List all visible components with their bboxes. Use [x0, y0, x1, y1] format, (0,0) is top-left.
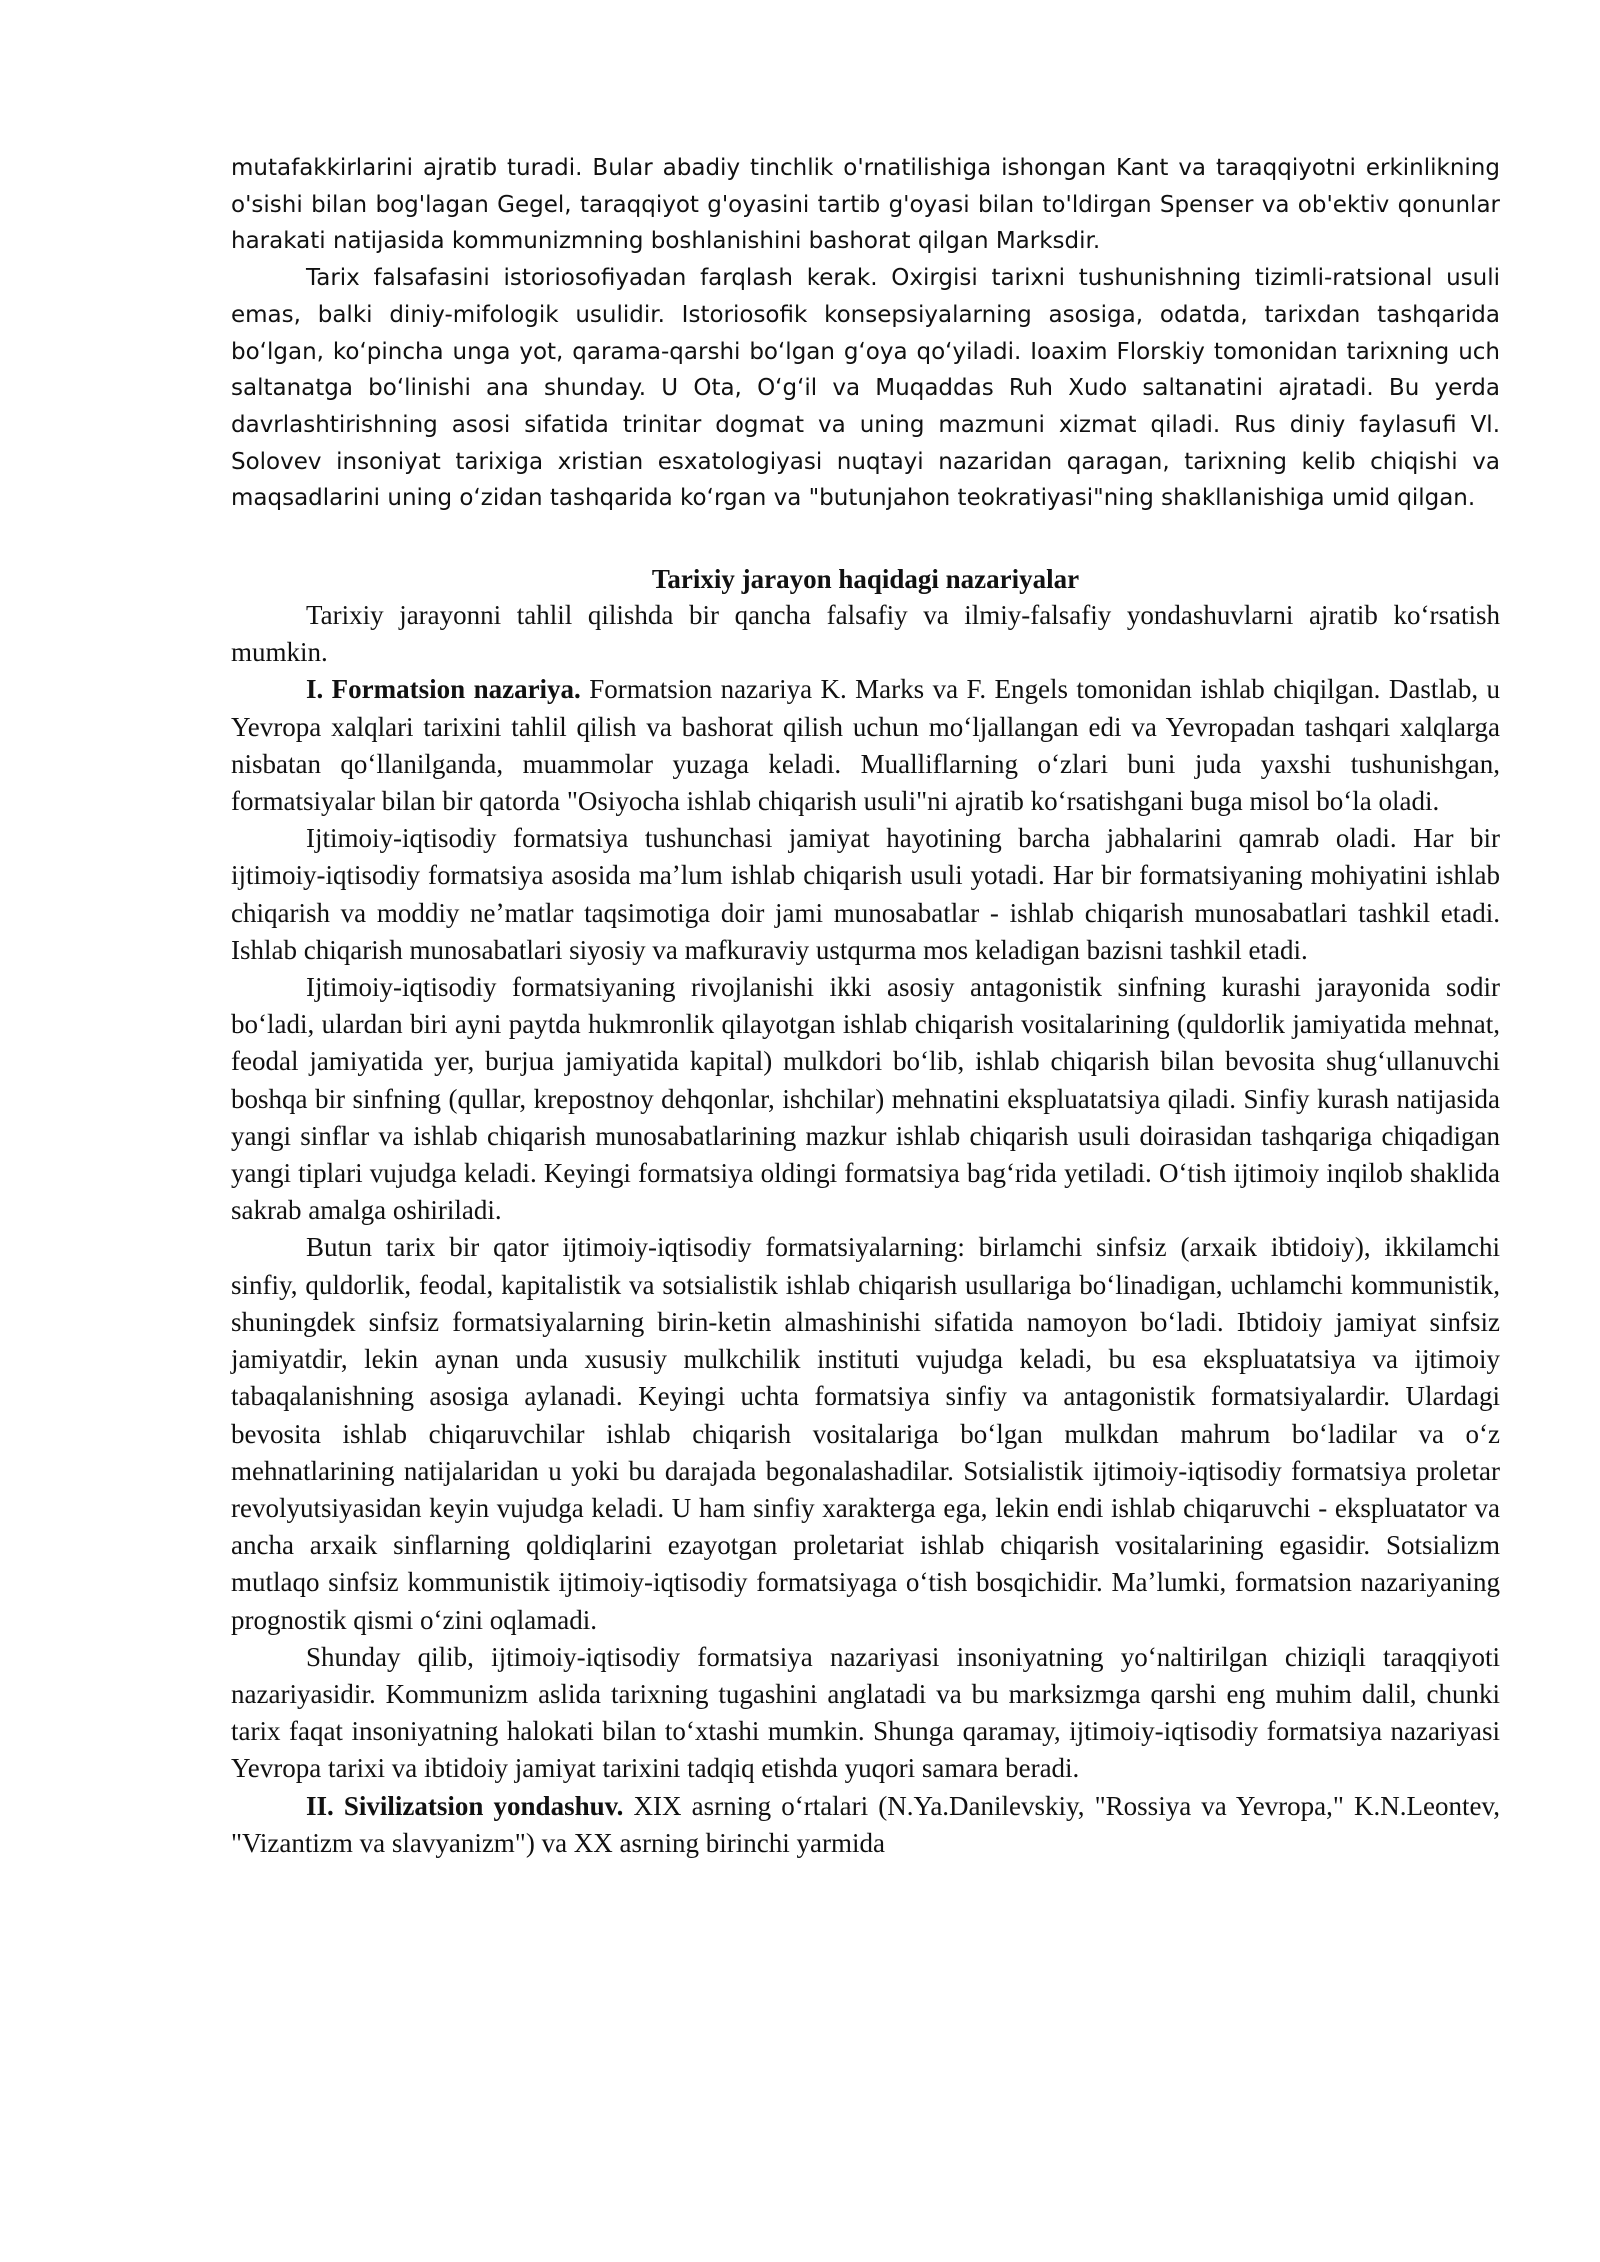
paragraph-formatsiya-development: Ijtimoiy-iqtisodiy formatsiyaning rivojlanishi ikki asosiy antagonistik sinfning kurashi jarayonida sodir boʻladi, ulardan biri ayni paytda hukmronlik qilayotgan ishlab chiqarish vositalarining (quldorlik jamiyatida mehnat, feodal jamiyatida yer, burjua jamiyatida kapital) mulkdori boʻlib, ishlab chiqarish bilan bevosita shugʻullanuvchi boshqa bir sinfning (qullar, krepostnoy dehqonlar, ishchilar) mehnatini ekspluatatsiya qiladi. Sinfiy kurash natijasida yangi sinflar va ishlab chiqarish munosabatlarining mazkur ishlab chiqarish usuli doirasidan tashqariga chiqadigan yangi tiplari vujudga keladi. Keyingi formatsiya oldingi formatsiya bagʻrida yetiladi. Oʻtish ijtimoiy inqilob shaklida sakrab amalga oshiriladi.	[231, 972, 1500, 1226]
intro-paragraph-1: mutafakkirlarini ajratib turadi. Bular abadiy tinchlik o'rnatilishiga ishongan Kant va taraqqiyotni erkinlikning o'sishi bilan bog'lagan Gegel, taraqqiyot g'oyasini tartib g'oyasi bilan to'ldirgan Spenser va ob'ektiv qonunlar harakati natijasida kommunizmning boshlanishini bashorat qilgan Marksdir.	[231, 155, 1500, 255]
formatsion-heading: I. Formatsion nazariya.	[306, 674, 581, 705]
section-heading: Tarixiy jarayon haqidagi nazariyalar	[651, 564, 1080, 595]
formatsion-text: Formatsion nazariya K. Marks va F. Engels tomonidan ishlab chiqilgan. Dastlab, u Yevropa xalqlari tarixini tahlil qilish va bashorat qilish uchun moʻljallangan edi va Yevropadan tashqari xalqlarga nisbatan qoʻllanilganda, muammolar yuzaga keladi. Mualliflarning oʻzlari buni juda yaxshi tushunishgan, formatsiyalar bilan bir qatorda "Osiyocha ishlab chiqarish usuli"ni ajratib koʻrsatishgani buga misol boʻla oladi.	[231, 674, 1500, 817]
main-section	[231, 597, 1500, 1862]
paragraph-history-formations: Butun tarix bir qator ijtimoiy-iqtisodiy formatsiyalarning: birlamchi sinfsiz (arxaik ibtidoiy), ikkilamchi sinfiy, quldorlik, feodal, kapitalistik va sotsialistik ishlab chiqarish usullariga boʻlinadigan, uchlamchi kommunistik, shuningdek sinfsiz formatsiyalarning birin-ketin almashinishi sifatida namoyon boʻladi. Ibtidoiy jamiyat sinfsiz jamiyatdir, lekin aynan unda xususiy mulkchilik instituti vujudga keladi, bu esa ekspluatatsiya va ijtimoiy tabaqalanishning asosiga aylanadi. Keyingi uchta formatsiya sinfiy va antagonistik formatsiyalardir. Ulardagi bevosita ishlab chiqaruvchilar ishlab chiqarish vositalariga boʻlgan mulkdan mahrum boʻladilar va oʻz mehnatlarining natijalaridan u yoki bu darajada begonalashadilar. Sotsialistik ijtimoiy-iqtisodiy formatsiya proletar revolyutsiyasidan keyin vujudga keladi. U ham sinfiy xarakterga ega, lekin endi ishlab chiqaruvchi - ekspluatator va ancha arxaik sinflarning qoldiqlarini ezayotgan proletariat ishlab chiqarish vositalarining egasidir. Sotsializm mutlaqo sinfsiz kommunistik ijtimoiy-iqtisodiy formatsiyaga oʻtish bosqichidir. Maʼlumki, formatsion nazariyaning prognostik qismi oʻzini oqlamadi.	[231, 1232, 1500, 1635]
sivilizatsion-heading: II. Sivilizatsion yondashuv.	[306, 1790, 624, 1821]
intro-paragraph-2: Tarix falsafasini istoriosofiyadan farqlash kerak. Oxirgisi tarixni tushunishning tizimli-ratsional usuli emas, balki diniy-mifologik usulidir. Istoriosofik konsepsiyalarning asosiga, odatda, tarixdan tashqarida boʻlgan, koʻpincha unga yot, qarama-qarshi boʻlgan gʻoya qoʻyiladi. Ioaxim Florskiy tomonidan tarixning uch saltanatga boʻlinishi ana shunday. U Ota, Oʻgʻil va Muqaddas Ruh Xudo saltanatini ajratadi. Bu yerda davrlashtirishning asosi sifatida trinitar dogmat va uning mazmuni xizmat qiladi. Rus diniy faylasufi Vl. Solovev insoniyat tarixiga xristian esxatologiyasi nuqtayi nazaridan qaragan, tarixning kelib chiqishi va maqsadlarini uning oʻzidan tashqarida koʻrgan va "butunjahon teokratiyasi"ning shakllanishiga umid qilgan.	[231, 265, 1500, 512]
sivilizatsion-text: XIX asrning oʻrtalari (N.Ya.Danilevskiy, "Rossiya va Yevropa," K.N.Leontev, "Vizantizm va slavyanizm") va XX asrning birinchi yarmida	[231, 1790, 1501, 1858]
paragraph-formatsion	[231, 671, 1500, 820]
document-page	[231, 150, 1500, 1862]
paragraph-intro: Tarixiy jarayonni tahlil qilishda bir qancha falsafiy va ilmiy-falsafiy yondashuvlarni ajratib koʻrsatish mumkin.	[231, 600, 1500, 668]
paragraph-sivilizatsion	[231, 1788, 1500, 1862]
paragraph-conclusion: Shunday qilib, ijtimoiy-iqtisodiy formatsiya nazariyasi insoniyatning yoʻnaltirilgan chiziqli taraqqiyoti nazariyasidir. Kommunizm aslida tarixning tugashini anglatadi va bu marksizmga qarshi eng muhim dalil, chunki tarix faqat insoniyatning halokati bilan toʻxtashi mumkin. Shunga qaramay, ijtimoiy-iqtisodiy formatsiya nazariyasi Yevropa tarixi va ibtidoiy jamiyat tarixini tadqiq etishda yuqori samara beradi.	[231, 1641, 1500, 1784]
intro-section	[231, 150, 1500, 517]
paragraph-formatsiya-concept: Ijtimoiy-iqtisodiy formatsiya tushunchasi jamiyat hayotining barcha jabhalarini qamrab oladi. Har bir ijtimoiy-iqtisodiy formatsiya asosida maʼlum ishlab chiqarish usuli yotadi. Har bir formatsiyaning mohiyatini ishlab chiqarish va moddiy neʼmatlar taqsimotiga doir jami munosabatlar - ishlab chiqarish munosabatlari tashkil etadi. Ishlab chiqarish munosabatlari siyosiy va mafkuraviy ustqurma mos keladigan bazisni tashkil etadi.	[231, 823, 1500, 965]
